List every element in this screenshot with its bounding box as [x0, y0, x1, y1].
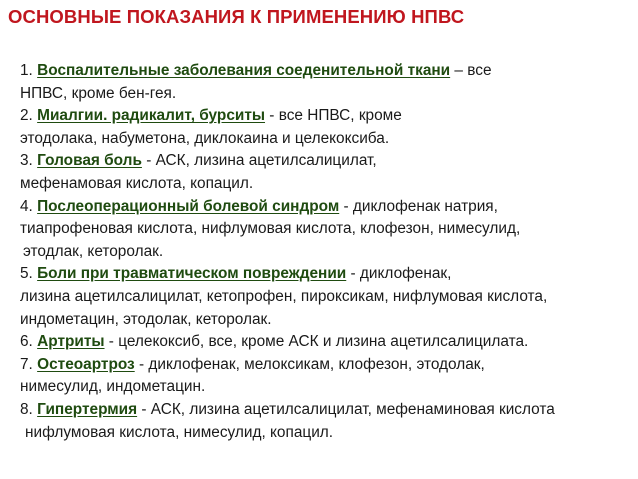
continuation-line: тиапрофеновая кислота, нифлумовая кислота, клофезон, нимесулид, [20, 220, 521, 238]
continuation-line: этодлак, кеторолак. [23, 242, 164, 260]
item-number: 8. [20, 400, 38, 418]
indication-term: Остеоартроз [37, 355, 135, 373]
page-title: ОСНОВНЫЕ ПОКАЗАНИЯ К ПРИМЕНЕНИЮ НПВС [8, 6, 465, 27]
indication-term: Артриты [37, 333, 105, 351]
indication-drugs: – все [450, 62, 492, 79]
item-number: 4. [20, 197, 38, 215]
continuation-line: нимесулид, индометацин. [20, 378, 206, 396]
indication-term: Головая боль [37, 152, 142, 170]
item-number: 6. [20, 333, 38, 351]
indication-term: Послеоперационный болевой синдром [37, 197, 340, 215]
list-item-4 [20, 196, 632, 219]
indication-drugs: - диклофенак натрия, [339, 197, 498, 215]
continuation-line: НПВС, кроме бен-гея. [20, 84, 177, 102]
indication-term: Гипертермия [37, 400, 138, 418]
list-item-2 [20, 105, 632, 128]
list-item-3 [20, 150, 632, 173]
indications-list [20, 60, 632, 444]
indication-drugs: - диклофенак, [346, 265, 452, 283]
indication-term: Воспалительные заболевания соеденительной ткани [37, 62, 451, 79]
item-number: 7. [20, 355, 38, 373]
item-number: 3. [20, 152, 38, 170]
continuation-line: этодолака, набуметона, диклокаина и целекоксиба. [20, 129, 390, 147]
continuation-line: индометацин, этодолак, кеторолак. [20, 310, 272, 328]
indication-term: Боли при травматическом повреждении [37, 265, 347, 283]
list-item-1 [20, 60, 632, 83]
item-number: 5. [20, 265, 38, 283]
continuation-line: мефенамовая кислота, копацил. [20, 174, 254, 192]
indication-drugs: - АСК, лизина ацетилсалицилат, [141, 152, 377, 170]
list-item-8 [20, 399, 632, 422]
indication-drugs: - все НПВС, кроме [265, 107, 402, 125]
indication-drugs: - АСК, лизина ацетилсалицилат, мефенаминовая кислота [137, 400, 555, 418]
indication-term: Миалгии. радикалит, бурситы [37, 107, 266, 125]
indication-drugs: - диклофенак, мелоксикам, клофезон, этодолак, [134, 355, 485, 373]
indication-drugs: - целекоксиб, все, кроме АСК и лизина ацетилсалицилата. [104, 333, 529, 351]
continuation-line: лизина ацетилсалицилат, кетопрофен, пироксикам, нифлумовая кислота, [20, 287, 548, 305]
list-item-6 [20, 331, 632, 354]
item-number: 1. [20, 62, 38, 79]
continuation-line: нифлумовая кислота, нимесулид, копацил. [25, 423, 334, 441]
list-item-5 [20, 263, 632, 286]
list-item-7 [20, 354, 632, 377]
item-number: 2. [20, 107, 38, 125]
